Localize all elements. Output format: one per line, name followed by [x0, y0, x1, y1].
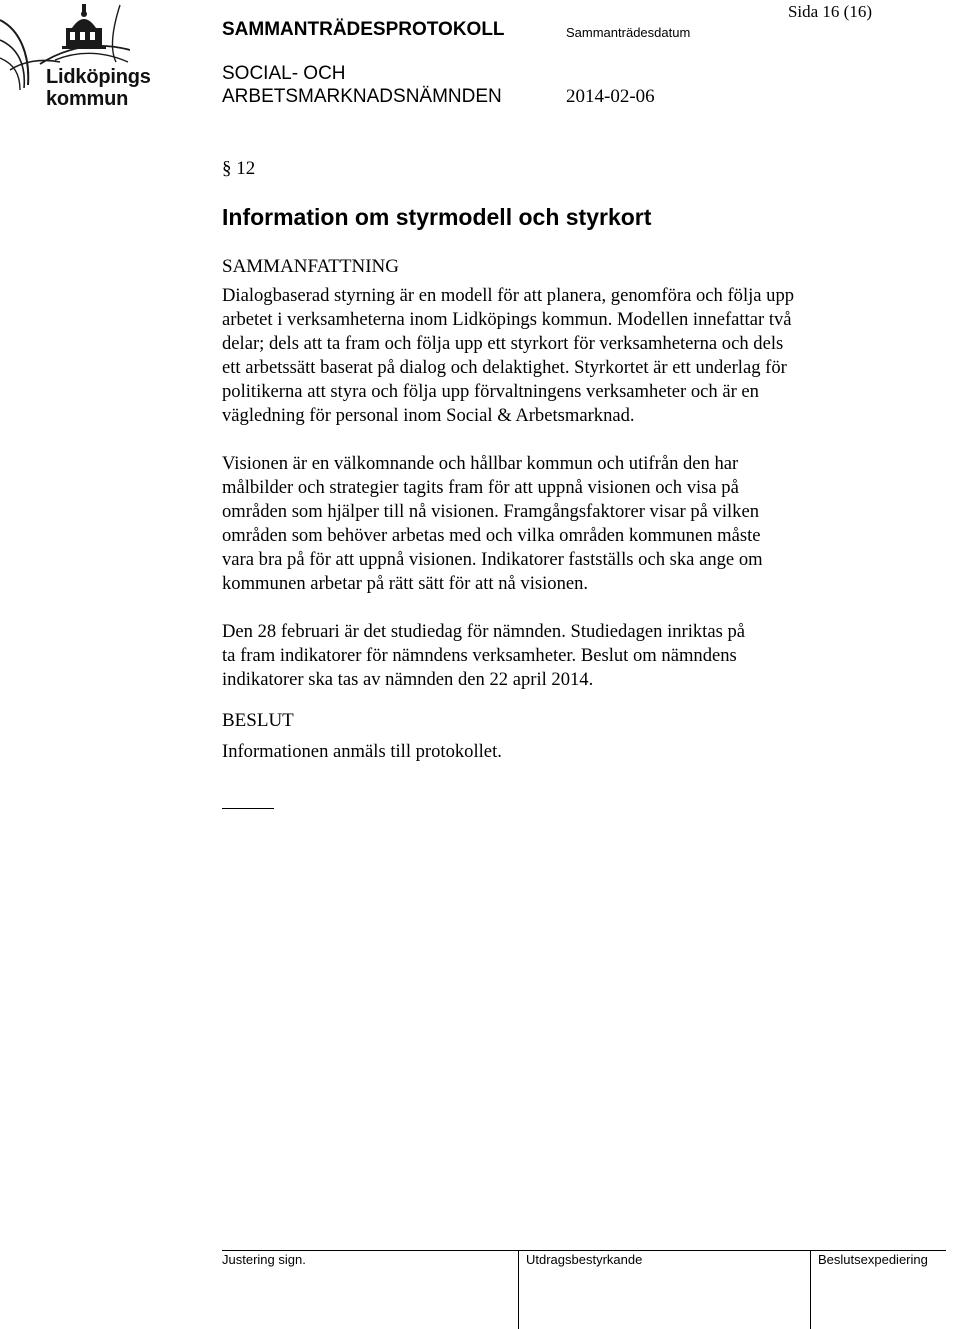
footer-divider — [518, 1250, 519, 1329]
footer-divider — [810, 1250, 811, 1329]
page-number: Sida 16 (16) — [787, 2, 872, 21]
meeting-date: 2014-02-06 — [566, 86, 655, 107]
section-number: § 12 — [222, 158, 256, 179]
paragraph-line: områden som hjälper till nå visionen. Framgångsfaktorer visar på vilken — [222, 501, 760, 522]
paragraph-line: vägledning för personal inom Social & Arbetsmarknad. — [222, 405, 635, 426]
footer-utdrag-label: Utdragsbestyrkande — [526, 1252, 643, 1267]
footer-justering-label: Justering sign. — [222, 1252, 306, 1267]
footer-beslutsexpediering-label: Beslutsexpediering — [818, 1252, 928, 1267]
meeting-date-label: Sammanträdesdatum — [566, 25, 691, 40]
paragraph-line: vara bra på för att uppnå visionen. Indikatorer fastställs och ska ange om — [222, 549, 763, 570]
logo-wordmark-line2: kommun — [46, 88, 129, 110]
paragraph-line: arbetet i verksamheterna inom Lidköpings kommun. Modellen innefattar två — [222, 309, 792, 330]
paragraph-line: politikerna att styra och följa upp förvaltningens verksamheter och är en — [222, 381, 759, 402]
end-rule — [222, 808, 274, 809]
board-name-line2: ARBETSMARKNADSNÄMNDEN — [222, 86, 502, 107]
paragraph-line: målbilder och strategier tagits fram för att uppnå visionen och visa på — [222, 477, 739, 498]
paragraph-line: ta fram indikatorer för nämndens verksamheter. Beslut om nämndens — [222, 645, 737, 666]
paragraph-line: kommunen arbetar på rätt sätt för att nå visionen. — [222, 573, 589, 594]
section-title: Information om styrmodell och styrkort — [222, 204, 652, 230]
summary-paragraph-2 — [222, 452, 872, 596]
paragraph-line: områden som behöver arbetas med och vilka områden kommunen måste — [222, 525, 761, 546]
paragraph-line: Informationen anmäls till protokollet. — [222, 741, 502, 762]
logo-wordmark-line1: Lidköpings — [46, 66, 151, 88]
paragraph-line: Den 28 februari är det studiedag för nämnden. Studiedagen inriktas på — [222, 621, 746, 642]
paragraph-line: Visionen är en välkomnande och hållbar kommun och utifrån den har — [222, 453, 739, 474]
decision-heading: BESLUT — [222, 710, 294, 731]
document-title: SAMMANTRÄDESPROTOKOLL — [222, 19, 505, 40]
footer-rule — [222, 1250, 946, 1251]
decision-text — [222, 740, 872, 764]
paragraph-line: Dialogbaserad styrning är en modell för att planera, genomföra och följa upp — [222, 285, 795, 306]
summary-heading: SAMMANFATTNING — [222, 256, 399, 277]
summary-paragraph-3 — [222, 620, 872, 692]
paragraph-line: delar; dels att ta fram och följa upp ett styrkort för verksamheterna och dels — [222, 333, 784, 354]
summary-paragraph-1 — [222, 284, 872, 428]
board-name-line1: SOCIAL- OCH — [222, 63, 346, 84]
paragraph-line: indikatorer ska tas av nämnden den 22 april 2014. — [222, 669, 594, 690]
paragraph-line: ett arbetssätt baserat på dialog och delaktighet. Styrkortet är ett underlag för — [222, 357, 787, 378]
